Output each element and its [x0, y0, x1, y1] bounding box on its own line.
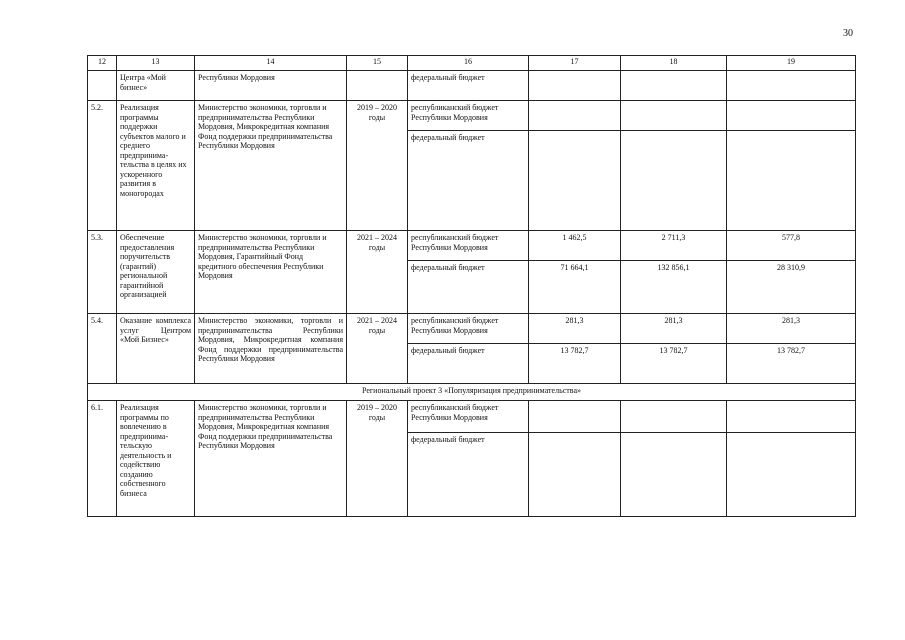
- value-cell: 13 782,7: [529, 344, 621, 384]
- col-header: 19: [727, 56, 856, 71]
- row-number: 5.4.: [88, 314, 117, 384]
- budget-source: республиканский бюджет Республики Мордовия: [408, 314, 529, 344]
- period: 2021 – 2024 годы: [347, 231, 408, 314]
- value-cell: 577,8: [727, 231, 856, 261]
- table-row: [88, 231, 856, 261]
- budget-source: федеральный бюджет: [408, 433, 529, 517]
- row-number: 5.3.: [88, 231, 117, 314]
- executor: Министерство экономики, торговли и предпринимательства Республики Мордовия, Микрокредитная компания Фонд поддержки предпринимательства Республики Мордовия: [195, 401, 347, 517]
- value-cell: 132 856,1: [621, 261, 727, 314]
- period: 2021 – 2024 годы: [347, 314, 408, 384]
- col-header: 17: [529, 56, 621, 71]
- budget-source: федеральный бюджет: [408, 344, 529, 384]
- executor: Министерство экономики, торговли и предпринимательства Республики Мордовия, Микрокредитная компания Фонд поддержки предпринимательства Республики Мордовия: [195, 101, 347, 231]
- value-cell: 28 310,9: [727, 261, 856, 314]
- measure-name: Центра «Мой бизнес»: [117, 71, 195, 101]
- executor: Республики Мордовия: [195, 71, 347, 101]
- value-cell: 281,3: [621, 314, 727, 344]
- table-row: [88, 314, 856, 344]
- value-cell: 2 711,3: [621, 231, 727, 261]
- budget-source: федеральный бюджет: [408, 131, 529, 231]
- program-table: [87, 55, 856, 517]
- budget-source: республиканский бюджет Республики Мордовия: [408, 401, 529, 433]
- section-title: Региональный проект 3 «Популяризация предпринимательства»: [88, 384, 856, 401]
- value-cell: 281,3: [529, 314, 621, 344]
- header-row: [88, 56, 856, 71]
- period: 2019 – 2020 годы: [347, 101, 408, 231]
- budget-source: федеральный бюджет: [408, 71, 529, 101]
- table-row: [88, 71, 856, 101]
- measure-name: Реализация программы по вовлечению в предпринима-тельскую деятельность и содействию созданию собственного бизнеса: [117, 401, 195, 517]
- col-header: 12: [88, 56, 117, 71]
- row-number: 6.1.: [88, 401, 117, 517]
- table-row: [88, 401, 856, 433]
- measure-name: Обеспечение предоставления поручительств (гарантий) региональной гарантийной организацией: [117, 231, 195, 314]
- measure-name: Реализация программы поддержки субъектов малого и среднего предпринима-тельства в целях их ускоренного развития в моногородах: [117, 101, 195, 231]
- budget-source: республиканский бюджет Республики Мордовия: [408, 231, 529, 261]
- value-cell: 71 664,1: [529, 261, 621, 314]
- value-cell: 1 462,5: [529, 231, 621, 261]
- budget-source: федеральный бюджет: [408, 261, 529, 314]
- budget-source: республиканский бюджет Республики Мордовия: [408, 101, 529, 131]
- measure-name: Оказание комплекса услуг Центром «Мой Бизнес»: [117, 314, 195, 384]
- value-cell: 13 782,7: [621, 344, 727, 384]
- col-header: 13: [117, 56, 195, 71]
- col-header: 18: [621, 56, 727, 71]
- row-number: 5.2.: [88, 101, 117, 231]
- value-cell: 281,3: [727, 314, 856, 344]
- col-header: 15: [347, 56, 408, 71]
- page-number: 30: [843, 28, 853, 39]
- table-row: [88, 101, 856, 131]
- section-row: [88, 384, 856, 401]
- col-header: 16: [408, 56, 529, 71]
- executor: Министерство экономики, торговли и предпринимательства Республики Мордовия, Гарантийный Фонд кредитного обеспечения Республики Мордовия: [195, 231, 347, 314]
- period: 2019 – 2020 годы: [347, 401, 408, 517]
- col-header: 14: [195, 56, 347, 71]
- value-cell: 13 782,7: [727, 344, 856, 384]
- executor: Министерство экономики, торговли и предпринимательства Республики Мордовия, Микрокредитная компания Фонд поддержки предпринимательства Республики Мордовия: [195, 314, 347, 384]
